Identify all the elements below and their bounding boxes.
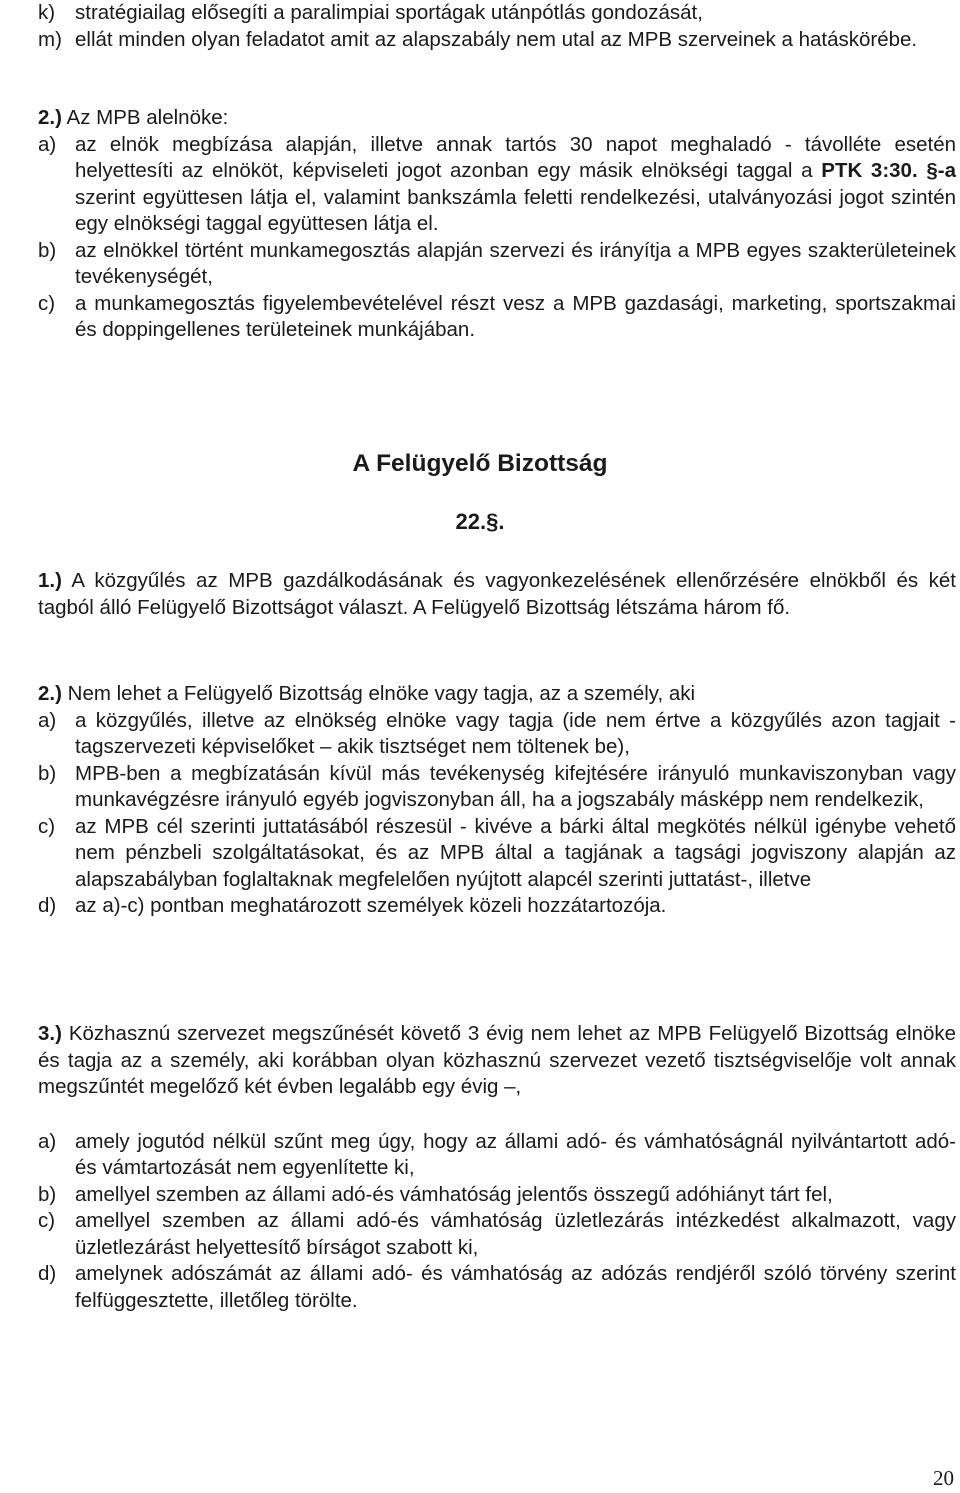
list-item — [38, 1208, 956, 1261]
item-label: d) — [38, 894, 57, 917]
paragraph-2 — [38, 681, 956, 920]
paragraph-number: 3.) — [38, 1022, 62, 1045]
section-number: 2.) — [38, 106, 62, 129]
item-text: az elnök megbízása alapján, illetve annak tartós 30 napot meghaladó - távolléte esetén helyettesíti az elnököt, képviseleti jogot azonban egy másik elnökségi taggal a — [75, 132, 956, 182]
item-label: m) — [38, 27, 62, 51]
list-item — [38, 291, 956, 344]
list-item — [38, 708, 956, 761]
page-number: 20 — [933, 1466, 954, 1490]
item-text: amely jogutód nélkül szűnt meg úgy, hogy az állami adó- és vámhatóságnál nyilvántartott adó- és vámtartozását nem egyenlítette ki, — [75, 1129, 956, 1179]
item-label: k) — [38, 1, 56, 24]
law-reference: PTK 3:30. — [821, 159, 918, 182]
item-label: d) — [38, 1262, 57, 1285]
item-text: MPB-ben a megbízatásán kívül más tevékenység kifejtésére irányuló munkaviszonyban vagy munkavégzésre irányuló egyéb jogviszonyban áll, ha a jogszabály másképp nem rendelkezik, — [75, 761, 956, 811]
paragraph-mark: 22.§. — [455, 509, 505, 534]
section-heading — [38, 105, 956, 132]
list-item — [38, 132, 956, 238]
item-label: c) — [38, 291, 56, 315]
paragraph-number: 1.) — [38, 569, 62, 592]
item-text: az MPB cél szerinti juttatásából részesül - kivéve a bárki által megkötés nélkül igénybe vehető nem pénzbeli szolgáltatásokat, és az MPB által a tagjának a tagsági jogviszony alapján az alapszabályban foglaltaknak megfelelően nyújtott alapcél szerinti juttatást-, illetve — [75, 814, 956, 891]
paragraph-text: Nem lehet a Felügyelő Bizottság elnöke vagy tagja, az a személy, aki — [61, 682, 696, 705]
item-label: b) — [38, 1182, 57, 1206]
section-heading-text: Az MPB alelnöke: — [66, 106, 229, 129]
paragraph-3 — [38, 1021, 956, 1314]
paragraph-intro — [38, 681, 956, 708]
item-label: c) — [38, 1209, 56, 1232]
spacer — [38, 1101, 956, 1129]
item-label: c) — [38, 814, 56, 838]
paragraph-intro — [38, 1021, 956, 1101]
list-item — [38, 1261, 956, 1314]
item-text: ellát minden olyan feladatot amit az alapszabály nem utal az MPB szerveinek a hatáskörébe. — [75, 27, 918, 51]
paragraph-text: Közhasznú szervezet megszűnését követő 3 évig nem lehet az MPB Felügyelő Bizottság elnöke és tagja az a személy, aki korábban olyan közhasznú szervezet vezető tisztségviselője volt annak megszűntét megelőző két évben legalább egy évig –, — [38, 1022, 956, 1098]
item-text-cont: szerint együttesen látja el, valamint bankszámla feletti rendelkezési, utalványozási jogot szintén egy elnökségi taggal együttesen látja el. — [75, 185, 956, 235]
list-item — [38, 1129, 956, 1182]
item-label: a) — [38, 708, 57, 732]
item-text: amelynek adószámát az állami adó- és vámhatóság az adózás rendjéről szóló törvény szerint felfüggesztette, illetőleg törölte. — [75, 1262, 956, 1312]
item-text: a munkamegosztás figyelembevételével részt vesz a MPB gazdasági, marketing, sportszakmai és doppingellenes területeinek munkájában. — [75, 291, 956, 341]
top-list — [38, 0, 956, 53]
item-text: a közgyűlés, illetve az elnökség elnöke vagy tagja (ide nem értve a közgyűlés azon tagjait - tagszervezeti képviselőket – akik tisztséget nem töltenek be), — [75, 708, 956, 758]
item-text: az a)-c) pontban meghatározott személyek közeli hozzátartozója. — [75, 894, 667, 917]
item-text: amellyel szemben az állami adó-és vámhatóság üzletlezárás intézkedést alkalmazott, vagy üzletlezárást helyettesítő bírságot szabott ki, — [75, 1209, 956, 1259]
item-label: b) — [38, 238, 57, 262]
list-item — [38, 761, 956, 814]
list-item — [38, 27, 956, 54]
list-item — [38, 893, 956, 920]
item-label: a) — [38, 132, 57, 156]
item-text: amellyel szemben az állami adó-és vámhatóság jelentős összegű adóhiányt tárt fel, — [75, 1182, 833, 1206]
list-item — [38, 1182, 956, 1209]
list-item — [38, 0, 956, 27]
list-item — [38, 238, 956, 291]
item-text: stratégiailag elősegíti a paralimpiai sportágak utánpótlás gondozását, — [75, 1, 703, 24]
item-text: az elnökkel történt munkamegosztás alapján szervezi és irányítja a MPB egyes szakterületeinek tevékenységét, — [75, 238, 956, 288]
paragraph-number: 2.) — [38, 682, 62, 705]
section-title: A Felügyelő Bizottság — [352, 450, 608, 477]
section-2-alelnok — [38, 105, 956, 344]
paragraph-text: A közgyűlés az MPB gazdálkodásának és vagyonkezelésének ellenőrzésére elnökből és két tagból álló Felügyelő Bizottságot választ. A Felügyelő Bizottság létszáma három fő. — [38, 569, 956, 619]
law-reference-suffix: §-a — [926, 159, 956, 182]
paragraph-1 — [38, 568, 956, 621]
list-item — [38, 814, 956, 894]
item-label: a) — [38, 1129, 57, 1153]
item-label: b) — [38, 761, 57, 785]
